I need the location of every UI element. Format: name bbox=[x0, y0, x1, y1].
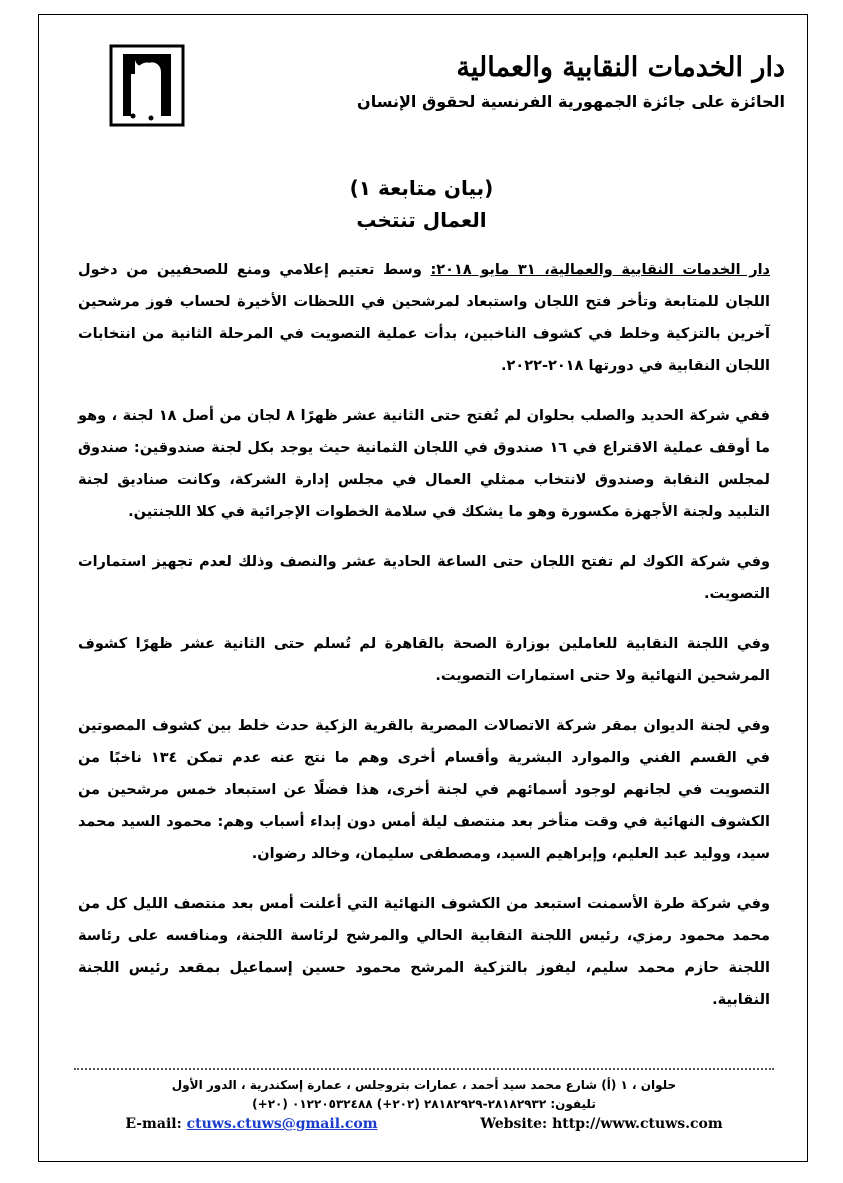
footer-phones: تليفون: ٢٨١٨٢٩٣٢-٢٨١٨٢٩٢٩ (٢٠٢+) ٠١٢٢٠٥٣٢٤٨٨ (٢٠+) bbox=[252, 1097, 596, 1111]
award-subtitle: الحائزة على جائزة الجمهورية الفرنسية لحقوق الإنسان bbox=[357, 92, 785, 111]
paragraph-tura-cement: وفي شركة طرة الأسمنت استبعد من الكشوف النهائية التي أعلنت أمس بعد منتصف الليل كل من محمد محمود رمزي، رئيس اللجنة النقابية الحالي والمرشح لرئاسة اللجنة، ومنافسه على رئاسة اللجنة حازم محمد سليم، ليفوز بالتزكية المرشح محمود حسين إسماعيل بمقعد رئيس اللجنة النقابية. bbox=[78, 896, 770, 1008]
email-link[interactable]: ctuws.ctuws@gmail.com bbox=[186, 1116, 378, 1132]
paragraph-intro bbox=[78, 254, 770, 382]
statement-title: (بيان متابعة ١) bbox=[349, 176, 494, 200]
footer-divider bbox=[74, 1068, 774, 1070]
organization-logo bbox=[109, 44, 185, 127]
dateline: دار الخدمات النقابية والعمالية، ٣١ مايو ٢٠١٨: bbox=[430, 262, 770, 278]
email-label: E-mail: bbox=[125, 1116, 182, 1132]
statement-subtitle: العمال تنتخب bbox=[356, 208, 487, 232]
intro-text: وسط تعتيم إعلامي ومنع للصحفيين من دخول اللجان للمتابعة وتأخر فتح اللجان واستبعاد لمرشحين في اللحظات الأخيرة لحساب فوز مرشحين آخرين بالتزكية وخلط في كشوف الناخبين، بدأت عملية التصويت في المرحلة الثانية من انتخابات اللجان النقابية في دورتها ٢٠١٨-٢٠٢٢. bbox=[78, 262, 770, 374]
website-label: Website: bbox=[480, 1116, 548, 1132]
paragraph-telecom: وفي لجنة الديوان بمقر شركة الاتصالات المصرية بالقرية الزكية حدث خلط بين كشوف المصوتين في القسم الفني والموارد البشرية وأقسام أخرى وهم ما نتج عنه عدم تمكن ١٣٤ ناخبًا من التصويت في لجانهم لوجود أسمائهم في لجنة أخرى، هذا فضلًا عن استبعاد خمس مرشحين من الكشوف النهائية في وقت متأخر بعد منتصف ليلة أمس دون إبداء أسباب وهم: محمود السيد محمد سيد، ووليد عبد العليم، وإبراهيم السيد، ومصطفى سليمان، وخالد رضوان. bbox=[78, 718, 771, 862]
footer-address: حلوان ، ١ (أ) شارع محمد سيد أحمد ، عمارات بتروجلس ، عمارة إسكندرية ، الدور الأول bbox=[171, 1078, 677, 1092]
website-link[interactable]: http://www.ctuws.com bbox=[552, 1116, 723, 1132]
statement-body bbox=[78, 254, 770, 1034]
paragraph-health-ministry: وفي اللجنة النقابية للعاملين بوزارة الصحة بالقاهرة لم تُسلم حتى الثانية عشر ظهرًا كشوف المرشحين النهائية ولا حتى استمارات التصويت. bbox=[78, 636, 770, 684]
paragraph-coke: وفي شركة الكوك لم تفتح اللجان حتى الساعة الحادية عشر والنصف وذلك لعدم تجهيز استمارات التصويت. bbox=[78, 554, 770, 602]
email-block bbox=[125, 1116, 377, 1132]
footer-contact bbox=[74, 1116, 774, 1132]
website-block bbox=[480, 1116, 722, 1132]
paragraph-iron-steel: ففي شركة الحديد والصلب بحلوان لم تُفتح حتى الثانية عشر ظهرًا ٨ لجان من أصل ١٨ لجنة ، وهو ما أوقف عملية الاقتراع في ١٦ صندوق في اللجان الثمانية حيث يوجد بكل لجنة صندوقين: صندوق لمجلس النقابة وصندوق لانتخاب ممثلي العمال في مجلس إدارة الشركة، وكانت صناديق لجنة التلبيد ولجنة الأجهزة مكسورة وهو ما يشكك في سلامة الخطوات الإجرائية في كلا اللجنتين. bbox=[78, 408, 771, 520]
organization-name: دار الخدمات النقابية والعمالية bbox=[456, 52, 785, 83]
